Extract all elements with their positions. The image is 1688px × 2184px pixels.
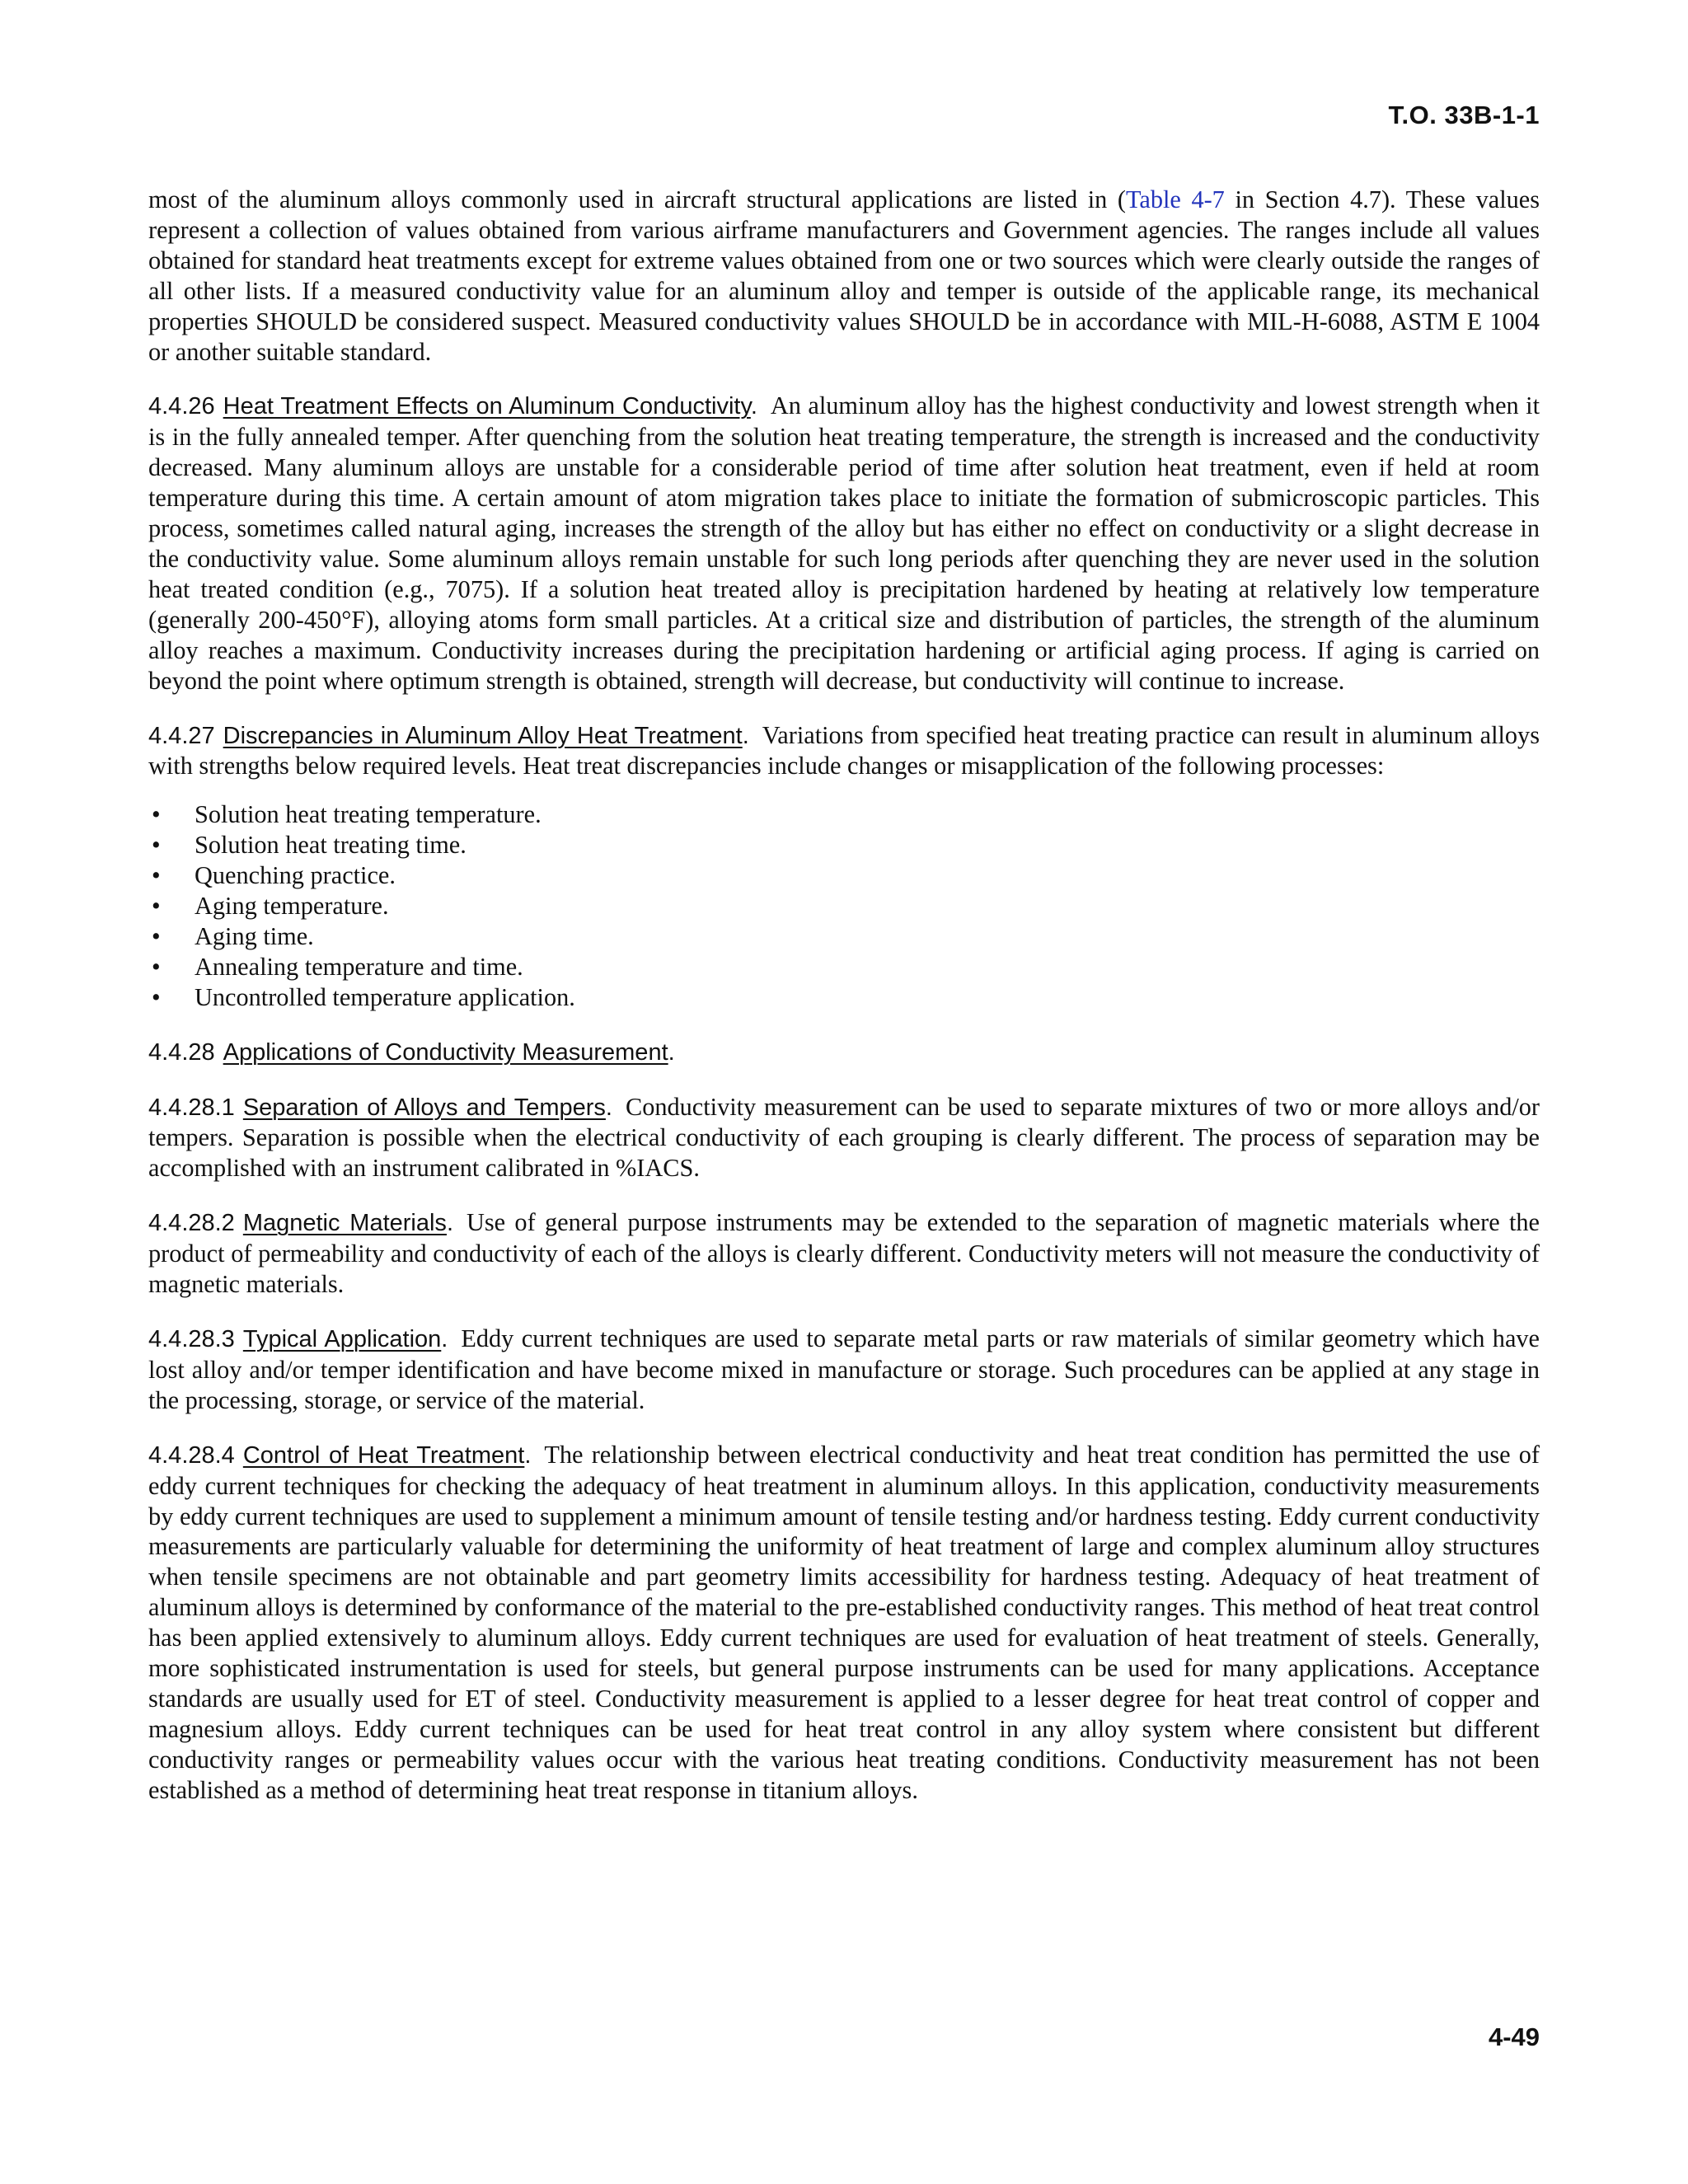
section-number: 4.4.28.1	[148, 1094, 235, 1121]
section-title: Heat Treatment Effects on Aluminum Conductivity	[223, 393, 751, 420]
section-body: Variations from specified heat treating practice can result in aluminum alloys with strengths below required levels. Heat treat discrepancies include changes or misapplication of the following processes:	[148, 720, 1540, 780]
section-number: 4.4.28	[148, 1038, 215, 1066]
section-4-4-28-4: 4.4.28.4 Control of Heat Treatment. The relationship between electrical conductivity and heat treat condition has permitted the use of eddy current techniques for checking the adequacy of heat treatment in aluminum alloys. In this application, conductivity measurements by eddy current techniques are used to supplement a minimum amount of tensile testing and/or hardness testing. Eddy current conductivity measurements are particularly valuable for determining the uniformity of heat treatment of large and complex aluminum alloy structures when tensile specimens are not obtainable and part geometry limits accessibility for hardness testing. Adequacy of heat treatment of aluminum alloys is determined by conformance of the material to the pre-established conductivity ranges. This method of heat treat control has been applied extensively to aluminum alloys. Eddy current techniques are used for evaluation of heat treatment of steels. Generally, more sophisticated instrumentation is used for steels, but general purpose instruments can be used for many applications. Acceptance standards are usually used for ET of steel. Conductivity measurement is applied to a lesser degree for heat treat control of copper and magnesium alloys. Eddy current techniques can be used for heat treat control in any alloy system where consistent but different conductivity ranges or permeability values occur with the various heat treating conditions. Conductivity measurement has not been established as a method of determining heat treat response in titanium alloys.	[148, 1440, 1540, 1804]
heat-treat-discrepancy-list	[148, 799, 1540, 1012]
document-id: T.O. 33B-1-1	[1388, 101, 1540, 129]
intro-text-end: in Section 4.7). These values represent a collection of values obtained from various airframe manufacturers and Government agencies. The ranges include all values obtained for standard heat treatments except for extreme values obtained from one or two sources which were clearly outside the ranges of all other lists. If a measured conductivity value for an aluminum alloy and temper is outside of the applicable range, its mechanical properties SHOULD be considered suspect. Measured conductivity values SHOULD be in accordance with MIL-H-6088, ASTM E 1004 or another suitable standard.	[148, 185, 1540, 366]
section-number: 4.4.28.3	[148, 1326, 235, 1352]
section-title: Control of Heat Treatment	[242, 1441, 525, 1469]
page-number: 4-49	[1488, 2022, 1540, 2051]
section-4-4-28-1: 4.4.28.1 Separation of Alloys and Tempers. Conductivity measurement can be used to separate mixtures of two or more alloys and/or tempers. Separation is possible when the electrical conductivity of each grouping is clearly different. The process of separation may be accomplished with an instrument calibrated in %IACS.	[148, 1092, 1540, 1183]
section-title: Magnetic Materials	[242, 1210, 447, 1237]
section-number: 4.4.28.4	[148, 1441, 235, 1469]
list-item: • Annealing temperature and time.	[152, 952, 523, 981]
list-item: • Uncontrolled temperature application.	[152, 982, 575, 1011]
section-4-4-27: 4.4.27 Discrepancies in Aluminum Alloy Heat Treatment. Variations from specified heat treating practice can result in aluminum alloys with strengths below required levels. Heat treat discrepancies include changes or misapplication of the following processes:	[148, 720, 1540, 780]
section-4-4-26: 4.4.26 Heat Treatment Effects on Aluminum Conductivity. An aluminum alloy has the highest conductivity and lowest strength when it is in the fully annealed temper. After quenching from the solution heat treating temperature, the strength is increased and the conductivity decreased. Many aluminum alloys are unstable for a considerable period of time after solution heat treatment, even if held at room temperature during this time. A certain amount of atom migration takes place to initiate the formation of submicroscopic particles. This process, sometimes called natural aging, increases the strength of the alloy but has either no effect on conductivity or a slight decrease in the conductivity value. Some aluminum alloys remain unstable for such long periods after quenching they are never used in the solution heat treated condition (e.g., 7075). If a solution heat treated alloy is precipitation hardened by heating at relatively low temperature (generally 200-450°F), alloying atoms form small particles. At a critical size and distribution of particles, the strength of the aluminum alloy reaches a maximum. Conductivity increases during the precipitation hardening or artificial aging process. If aging is carried on beyond the point where optimum strength is obtained, strength will decrease, but conductivity will continue to increase.	[148, 391, 1540, 695]
section-title: Discrepancies in Aluminum Alloy Heat Treatment	[223, 722, 743, 749]
section-body: The relationship between electrical conductivity and heat treat condition has permitted the use of eddy current techniques for checking the adequacy of heat treatment in aluminum alloys. In this application, conductivity measurements by eddy current techniques are used to supplement a minimum amount of tensile testing and/or hardness testing. Eddy current conductivity measurements are particularly valuable for determining the uniformity of heat treatment of large and complex aluminum alloy structures when tensile specimens are not obtainable and part geometry limits accessibility for hardness testing. Adequacy of heat treatment of aluminum alloys is determined by conformance of the material to the pre-established conductivity ranges. This method of heat treat control has been applied extensively to aluminum alloys. Eddy current techniques are used for evaluation of heat treatment of steels. Generally, more sophisticated instrumentation is used for steels, but general purpose instruments can be used for many applications. Acceptance standards are usually used for ET of steel. Conductivity measurement is applied to a lesser degree for heat treat control of copper and magnesium alloys. Eddy current techniques can be used for heat treat control in any alloy system where consistent but different conductivity ranges or permeability values occur with the various heat treating conditions. Conductivity measurement has not been established as a method of determining heat treat response in titanium alloys.	[148, 1440, 1540, 1804]
section-4-4-28: 4.4.28 Applications of Conductivity Measurement.	[148, 1038, 675, 1066]
section-number: 4.4.28.2	[148, 1210, 235, 1237]
list-item: • Quenching practice.	[152, 861, 396, 890]
section-body: An aluminum alloy has the highest conductivity and lowest strength when it is in the fully annealed temper. After quenching from the solution heat treating temperature, the strength is increased and the conductivity decreased. Many aluminum alloys are unstable for a considerable period of time after solution heat treatment, even if held at room temperature during this time. A certain amount of atom migration takes place to initiate the formation of submicroscopic particles. This process, sometimes called natural aging, increases the strength of the alloy but has either no effect on conductivity or a slight decrease in the conductivity value. Some aluminum alloys remain unstable for such long periods after quenching they are never used in the solution heat treated condition (e.g., 7075). If a solution heat treated alloy is precipitation hardened by heating at relatively low temperature (generally 200-450°F), alloying atoms form small particles. At a critical size and distribution of particles, the strength of the aluminum alloy reaches a maximum. Conductivity increases during the precipitation hardening or artificial aging process. If aging is carried on beyond the point where optimum strength is obtained, strength will decrease, but conductivity will continue to increase.	[148, 391, 1540, 695]
list-item: • Aging temperature.	[152, 892, 389, 921]
section-body: Use of general purpose instruments may be extended to the separation of magnetic materials where the product of permeability and conductivity of each of the alloys is clearly different. Conductivity meters will not measure the conductivity of magnetic materials.	[148, 1208, 1540, 1299]
intro-text-start: most of the aluminum alloys commonly used in aircraft structural applications are listed in (	[148, 185, 1126, 213]
section-number: 4.4.27	[148, 722, 215, 749]
intro-paragraph	[148, 185, 1540, 367]
table-4-7-link[interactable]: Table 4-7	[1126, 185, 1225, 213]
section-number: 4.4.26	[148, 393, 215, 420]
list-item: • Solution heat treating time.	[152, 831, 467, 860]
page-content	[148, 185, 1540, 1830]
section-body: Conductivity measurement can be used to separate mixtures of two or more alloys and/or tempers. Separation is possible when the electrical conductivity of each grouping is clearly different. The process of separation may be accomplished with an instrument calibrated in %IACS.	[148, 1092, 1540, 1183]
section-body: Eddy current techniques are used to separate metal parts or raw materials of similar geometry which have lost alloy and/or temper identification and have become mixed in manufacture or storage. Such procedures can be applied at any stage in the processing, storage, or service of the material.	[148, 1324, 1540, 1414]
list-item: • Solution heat treating temperature.	[152, 800, 542, 829]
section-4-4-28-2: 4.4.28.2 Magnetic Materials. Use of general purpose instruments may be extended to the separation of magnetic materials where the product of permeability and conductivity of each of the alloys is clearly different. Conductivity meters will not measure the conductivity of magnetic materials.	[148, 1208, 1540, 1299]
section-title: Applications of Conductivity Measurement	[223, 1038, 668, 1066]
section-4-4-28-3: 4.4.28.3 Typical Application. Eddy current techniques are used to separate metal parts or raw materials of similar geometry which have lost alloy and/or temper identification and have become mixed in manufacture or storage. Such procedures can be applied at any stage in the processing, storage, or service of the material.	[148, 1324, 1540, 1414]
list-item: • Aging time.	[152, 921, 314, 950]
section-title: Separation of Alloys and Tempers	[242, 1094, 606, 1121]
section-title: Typical Application	[242, 1326, 442, 1352]
